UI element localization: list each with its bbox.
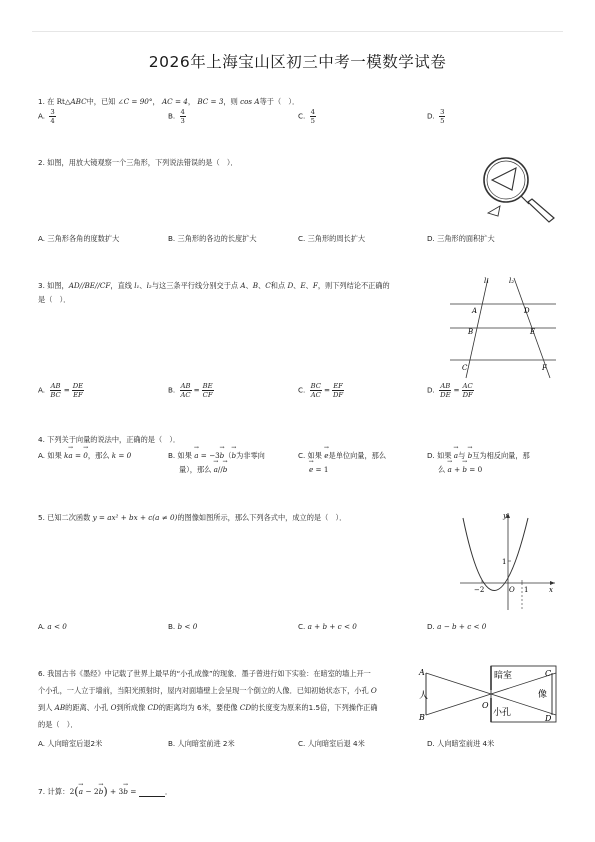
q5-text: 的图像如图所示，那么下列各式中，成立的是（ ）． xyxy=(177,513,347,522)
option-label: D. xyxy=(427,111,435,121)
option-text: 三角形的各边的长度扩大 xyxy=(177,234,257,243)
denominator: 5 xyxy=(310,117,315,125)
q3-text: 3. 如图， xyxy=(38,281,69,290)
q7-text: ． xyxy=(164,787,173,796)
option-label: D. xyxy=(427,739,435,748)
q5-option-d[interactable] xyxy=(427,622,486,631)
q2-option-a[interactable] xyxy=(38,234,119,244)
fig-point-c: C xyxy=(545,669,552,678)
q1-cos: cos A xyxy=(240,97,260,106)
y-axis-label: y xyxy=(503,512,507,520)
fig-l1: l₁ xyxy=(484,277,490,285)
option-label: C. xyxy=(298,739,306,748)
q6-option-d[interactable] xyxy=(427,739,494,749)
vector-b: → b xyxy=(462,465,467,474)
math: = xyxy=(72,451,84,460)
vector-a: → a xyxy=(68,451,72,460)
q3-point: D xyxy=(287,281,294,290)
q6-text: 到人 xyxy=(38,703,55,712)
q3-option-a[interactable] xyxy=(38,382,86,399)
q6-cd: CD xyxy=(147,703,159,712)
q3-point: C xyxy=(265,281,271,290)
q3-point: B xyxy=(252,281,259,290)
vector-a: → a xyxy=(194,451,198,460)
q4-option-d[interactable] xyxy=(427,451,530,475)
q3-text: ，则下列结论不正确的 xyxy=(317,281,390,290)
zero-vector: → 0 xyxy=(83,451,88,460)
q4-c-line2 xyxy=(298,465,386,474)
option-label: B. xyxy=(168,739,176,748)
denominator: AC xyxy=(180,391,191,399)
q6-option-a[interactable] xyxy=(38,739,102,749)
option-text: 如果 xyxy=(307,451,325,460)
fraction xyxy=(439,382,451,399)
q3-text: 与这三条平行线分别交于点 xyxy=(151,281,241,290)
q6-point-o: O xyxy=(110,703,117,712)
option-text: 人向暗室后退2米 xyxy=(47,739,103,748)
option-text: 三角形各角的度数扩大 xyxy=(47,234,120,243)
q5-option-c[interactable] xyxy=(298,622,357,631)
q4-b-line2 xyxy=(168,465,265,475)
option-text: 如果 xyxy=(177,451,195,460)
option-label: C. xyxy=(298,451,306,460)
q3-parallel: AD//BE//CF xyxy=(68,281,111,290)
q6-point-o: O xyxy=(370,686,377,695)
option-text: 人向暗室后退 4米 xyxy=(307,739,365,748)
equals: = xyxy=(453,385,460,395)
q4-option-b[interactable] xyxy=(168,451,265,475)
numerator: DE xyxy=(72,382,84,390)
x-tick-neg2: −2 xyxy=(474,586,485,594)
page-title: 2026年上海宝山区初三中考一模数学试卷 xyxy=(148,53,447,71)
question-1-stem xyxy=(38,96,299,107)
q2-option-c[interactable] xyxy=(298,234,365,244)
denominator: 5 xyxy=(440,117,445,125)
q1-option-c[interactable] xyxy=(298,108,318,125)
math: 2 xyxy=(69,787,75,796)
numerator: AC xyxy=(462,382,473,390)
option-label: C. xyxy=(298,385,306,395)
math: = 0 xyxy=(466,465,483,474)
vector-a: → a xyxy=(79,786,83,797)
option-label: D. xyxy=(427,451,435,460)
question-7-stem xyxy=(38,786,172,797)
numerator: 3 xyxy=(50,108,55,116)
q6-text: 个小孔，一人立于墙前，当阳光照射时，屋内对面墙壁上会呈现一个倒立的人像．已知初始状态下，小孔 xyxy=(38,686,371,695)
fig-person: 人 xyxy=(419,691,429,701)
numerator: 4 xyxy=(180,108,185,116)
fig-point-o: O xyxy=(482,701,489,710)
q4-option-a[interactable] xyxy=(38,451,131,461)
q1-text: 等于（ ）． xyxy=(259,97,300,106)
fraction xyxy=(439,108,445,125)
denominator: CF xyxy=(202,391,213,399)
q3-text: 和点 xyxy=(270,281,288,290)
question-5-stem xyxy=(38,512,346,523)
option-text: 如果 xyxy=(437,451,454,460)
numerator: EF xyxy=(333,382,343,390)
fig-point-c: C xyxy=(462,364,468,372)
vector-b: → b xyxy=(231,451,236,460)
math: k = 0 xyxy=(111,451,132,460)
option-label: D. xyxy=(427,385,435,395)
option-label: C. xyxy=(298,622,306,631)
fraction xyxy=(310,108,316,125)
fraction xyxy=(202,382,214,399)
q4-d-line1 xyxy=(427,451,530,461)
denominator: 4 xyxy=(50,117,55,125)
y-tick-1: 1 xyxy=(502,558,507,566)
option-label: D. xyxy=(427,622,435,631)
option-text: 与 xyxy=(458,451,468,460)
vector-e: → e xyxy=(324,451,328,460)
math: k xyxy=(64,451,69,460)
option-text: 人向暗室前进 2米 xyxy=(177,739,235,748)
vector-a: → a xyxy=(214,465,218,474)
q6-line-1: 6. 我国古书《墨经》中记载了世界上最早的“小孔成像”的现象．墨子曾进行如下实验：在暗室的墙上开一 xyxy=(38,669,371,678)
vector-b: → b xyxy=(220,451,225,460)
equals: = xyxy=(63,385,70,395)
option-math: a < 0 xyxy=(47,622,67,631)
option-text: 量），那么 xyxy=(179,465,214,474)
question-4-stem: 4. 下列关于向量的说法中，正确的是（ ）． xyxy=(38,435,181,444)
option-label: B. xyxy=(168,234,176,243)
q3-sep: 、 xyxy=(258,281,266,290)
vector-a: → a xyxy=(454,451,458,460)
q1-option-a[interactable] xyxy=(38,108,58,125)
denominator: DF xyxy=(332,391,344,399)
option-label: A. xyxy=(38,739,46,748)
fig-point-e: E xyxy=(530,328,536,336)
numerator: BE xyxy=(202,382,213,390)
fig-point-d: D xyxy=(545,714,552,723)
q5-option-b[interactable] xyxy=(168,622,197,631)
option-text: 为非零向 xyxy=(236,451,265,460)
q3-sep: 、 xyxy=(293,281,301,290)
q4-d-line2 xyxy=(427,465,530,475)
q3-sep: 、 xyxy=(305,281,313,290)
q2-option-b[interactable] xyxy=(168,234,257,244)
fraction xyxy=(310,382,322,399)
q3-l1: l₁ xyxy=(134,281,140,290)
numerator: 3 xyxy=(440,108,445,116)
q5-option-a[interactable] xyxy=(38,622,67,631)
option-math: a + b + c < 0 xyxy=(307,622,357,631)
option-text: 么 xyxy=(438,465,448,474)
math: ) xyxy=(103,785,108,798)
vector-b: → b xyxy=(223,465,228,474)
option-label: B. xyxy=(168,385,176,395)
q6-line-3 xyxy=(38,702,413,719)
vector-a: → a xyxy=(447,465,451,474)
option-label: B. xyxy=(168,111,176,121)
pinhole-figure xyxy=(418,663,560,725)
denominator: 3 xyxy=(180,117,185,125)
fig-dark-room: 暗室 xyxy=(494,671,513,681)
option-label: C. xyxy=(298,234,306,243)
equals: = xyxy=(323,385,330,395)
q7-text: 7. 计算： xyxy=(38,787,70,796)
numerator: AB xyxy=(50,382,61,390)
question-6-stem xyxy=(38,668,413,736)
q1-text: ， xyxy=(152,97,162,106)
q6-ab: AB xyxy=(54,703,66,712)
parallel-lines-figure xyxy=(448,272,558,382)
origin-label: O xyxy=(509,586,515,594)
option-label: A. xyxy=(38,622,46,631)
q6-option-c[interactable] xyxy=(298,739,365,749)
q1-text: 1. 在 xyxy=(38,97,57,106)
fraction xyxy=(180,382,192,399)
q6-cd: CD xyxy=(239,703,252,712)
option-label: A. xyxy=(38,451,46,460)
math: = −3 xyxy=(198,451,220,460)
q6-option-b[interactable] xyxy=(168,739,235,749)
denominator: AC xyxy=(310,391,321,399)
x-tick-1: 1 xyxy=(524,586,529,594)
math: + xyxy=(451,465,463,474)
denominator: DF xyxy=(462,391,473,399)
numerator: BC xyxy=(310,382,321,390)
fig-point-d: D xyxy=(524,307,530,315)
option-label: A. xyxy=(38,111,46,121)
fraction xyxy=(49,108,55,125)
q1-triangle: △ABC xyxy=(64,97,87,106)
vector-e: → e xyxy=(309,465,313,474)
option-math: a − b + c < 0 xyxy=(437,622,487,631)
q2-option-d[interactable] xyxy=(427,234,495,244)
option-text: ，那么 xyxy=(87,451,112,460)
q1-text: ， xyxy=(187,97,198,106)
q1-text: ，则 xyxy=(223,97,241,106)
denominator: BC xyxy=(50,391,61,399)
vector-b: → b xyxy=(468,451,473,460)
option-label: B. xyxy=(168,622,176,631)
q6-text: 到所成像 xyxy=(116,703,148,712)
fig-l2: l₂ xyxy=(509,277,515,285)
q6-line-4: 的是（ ）． xyxy=(38,720,78,729)
math: + 3 xyxy=(107,787,124,796)
fraction xyxy=(49,382,61,399)
denominator: DE xyxy=(440,391,451,399)
x-axis-label: x xyxy=(549,586,553,594)
magnifier-figure xyxy=(478,150,560,225)
option-text: 三角形的周长扩大 xyxy=(307,234,366,243)
fraction xyxy=(72,382,84,399)
q3-point: E xyxy=(300,281,306,290)
q1-option-d[interactable] xyxy=(427,108,447,125)
option-text: 三角形的面积扩大 xyxy=(437,234,495,243)
q1-option-b[interactable] xyxy=(168,108,188,125)
option-text: 是单位向量，那么 xyxy=(328,451,387,460)
q6-text: 的长度变为原来的1.5倍，下列操作正确 xyxy=(251,703,378,712)
fig-image: 像 xyxy=(538,690,548,700)
question-2-stem: 2. 如图，用放大镜观察一个三角形，下列说法错误的是（ ）． xyxy=(38,158,238,167)
q3-option-c[interactable] xyxy=(298,382,346,399)
question-3-stem xyxy=(38,280,390,291)
question-3-stem-line2: 是（ ）． xyxy=(38,295,71,304)
math: = xyxy=(127,787,139,796)
fig-point-f: F xyxy=(542,364,547,372)
q3-point: F xyxy=(312,281,318,290)
option-math: b < 0 xyxy=(177,622,198,631)
fig-point-a: A xyxy=(419,668,425,677)
option-text: 如果 xyxy=(47,451,65,460)
fraction xyxy=(462,382,474,399)
q3-l2: l₂ xyxy=(146,281,152,290)
denominator: EF xyxy=(73,391,83,399)
math: // xyxy=(217,465,223,474)
option-label: A. xyxy=(38,234,46,243)
q6-text: 的距离、小孔 xyxy=(65,703,111,712)
q1-angle: ∠C = 90° xyxy=(117,97,153,106)
answer-blank[interactable] xyxy=(139,788,165,797)
q3-option-d[interactable] xyxy=(427,382,476,399)
numerator: AB xyxy=(180,382,191,390)
numerator: 4 xyxy=(310,108,315,116)
vector-b: → b xyxy=(123,786,128,797)
fig-point-b: B xyxy=(468,328,474,336)
option-label: C. xyxy=(298,111,306,121)
q3-point: A xyxy=(240,281,246,290)
top-rule xyxy=(32,31,563,32)
equals: = xyxy=(193,385,200,395)
math: ( xyxy=(74,785,79,798)
option-label: B. xyxy=(168,451,176,460)
numerator: AB xyxy=(440,382,451,390)
option-text: 人向暗室前进 4米 xyxy=(437,739,495,748)
fig-point-a: A xyxy=(472,307,478,315)
q1-rt: Rt xyxy=(56,97,65,106)
q1-ac: AC = 4 xyxy=(161,97,188,106)
q4-option-c[interactable] xyxy=(298,451,386,474)
fig-pinhole: 小孔 xyxy=(493,708,512,718)
q3-text: 、 xyxy=(139,281,147,290)
math: = 1 xyxy=(313,465,329,474)
q3-option-b[interactable] xyxy=(168,382,216,399)
q5-text: 5. 已知二次函数 xyxy=(38,513,93,522)
option-label: D. xyxy=(427,234,435,243)
option-text: 互为相反向量，那 xyxy=(472,451,530,460)
option-label: A. xyxy=(38,385,46,395)
option-text: （ xyxy=(224,451,232,460)
q1-text: 中，已知 xyxy=(86,97,118,106)
parabola-figure xyxy=(455,508,560,613)
q1-bc: BC = 3 xyxy=(197,97,224,106)
q3-text: ，直线 xyxy=(110,281,135,290)
fraction xyxy=(180,108,186,125)
q3-sep: 、 xyxy=(245,281,253,290)
math: − 2 xyxy=(82,787,99,796)
fig-point-b: B xyxy=(419,713,425,722)
q6-line-2 xyxy=(38,685,413,702)
q6-text: 的距离均为 6米，要使像 xyxy=(158,703,240,712)
q5-function: y = ax² + bx + c(a ≠ 0) xyxy=(92,513,178,522)
vector-b: → b xyxy=(99,786,104,797)
fraction xyxy=(332,382,344,399)
